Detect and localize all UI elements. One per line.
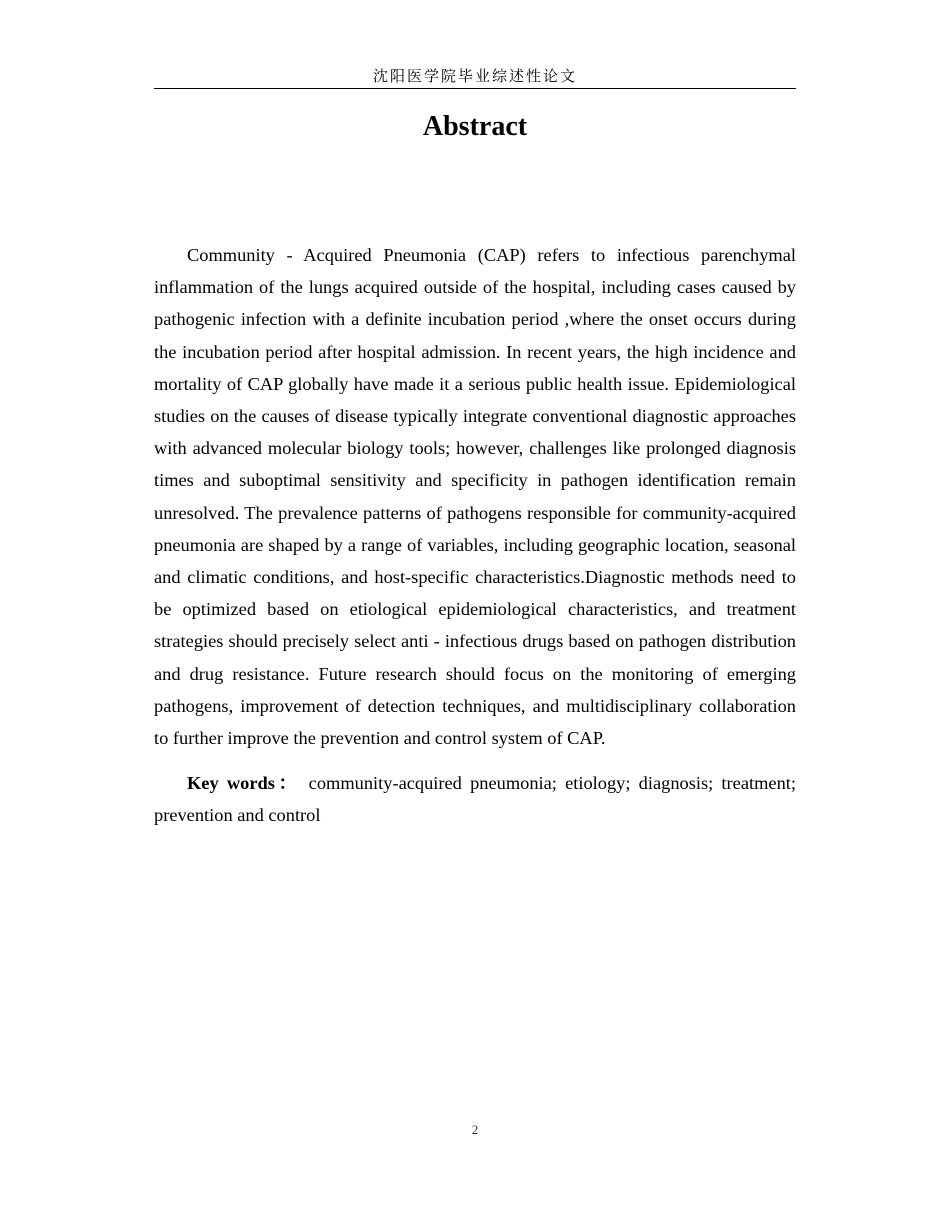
header-divider [154,88,796,89]
keywords-paragraph [154,767,796,831]
keywords-label: Key words： [187,773,301,793]
page-number: 2 [471,1122,479,1137]
page-title: Abstract [422,111,528,142]
running-header: 沈阳医学院毕业综述性论文 [372,67,577,85]
keywords-list: community-acquired pneumonia; etiology; diagnosis; treatment; prevention and control [154,773,796,826]
abstract-paragraph: Community - Acquired Pneumonia (CAP) refers to infectious parenchymal inflammation of the lungs acquired outside of the hospital, including cases caused by pathogenic infection with a definite incubation period ,where the onset occurs during the incubation period after hospital admission. In recent years, the high incidence and mortality of CAP globally have made it a serious public health issue. Epidemiological studies on the causes of disease typically integrate conventional diagnostic approaches with advanced molecular biology tools; however, challenges like prolonged diagnosis times and suboptimal sensitivity and specificity in pathogen identification remain unresolved. The prevalence patterns of pathogens responsible for community-acquired pneumonia are shaped by a range of variables, including geographic location, seasonal and climatic conditions, and host-specific characteristics.Diagnostic methods need to be optimized based on etiological epidemiological characteristics, and treatment strategies should precisely select anti - infectious drugs based on pathogen distribution and drug resistance. Future research should focus on the monitoring of emerging pathogens, improvement of detection techniques, and multidisciplinary collaboration to further improve the prevention and control system of CAP. [154,245,796,749]
